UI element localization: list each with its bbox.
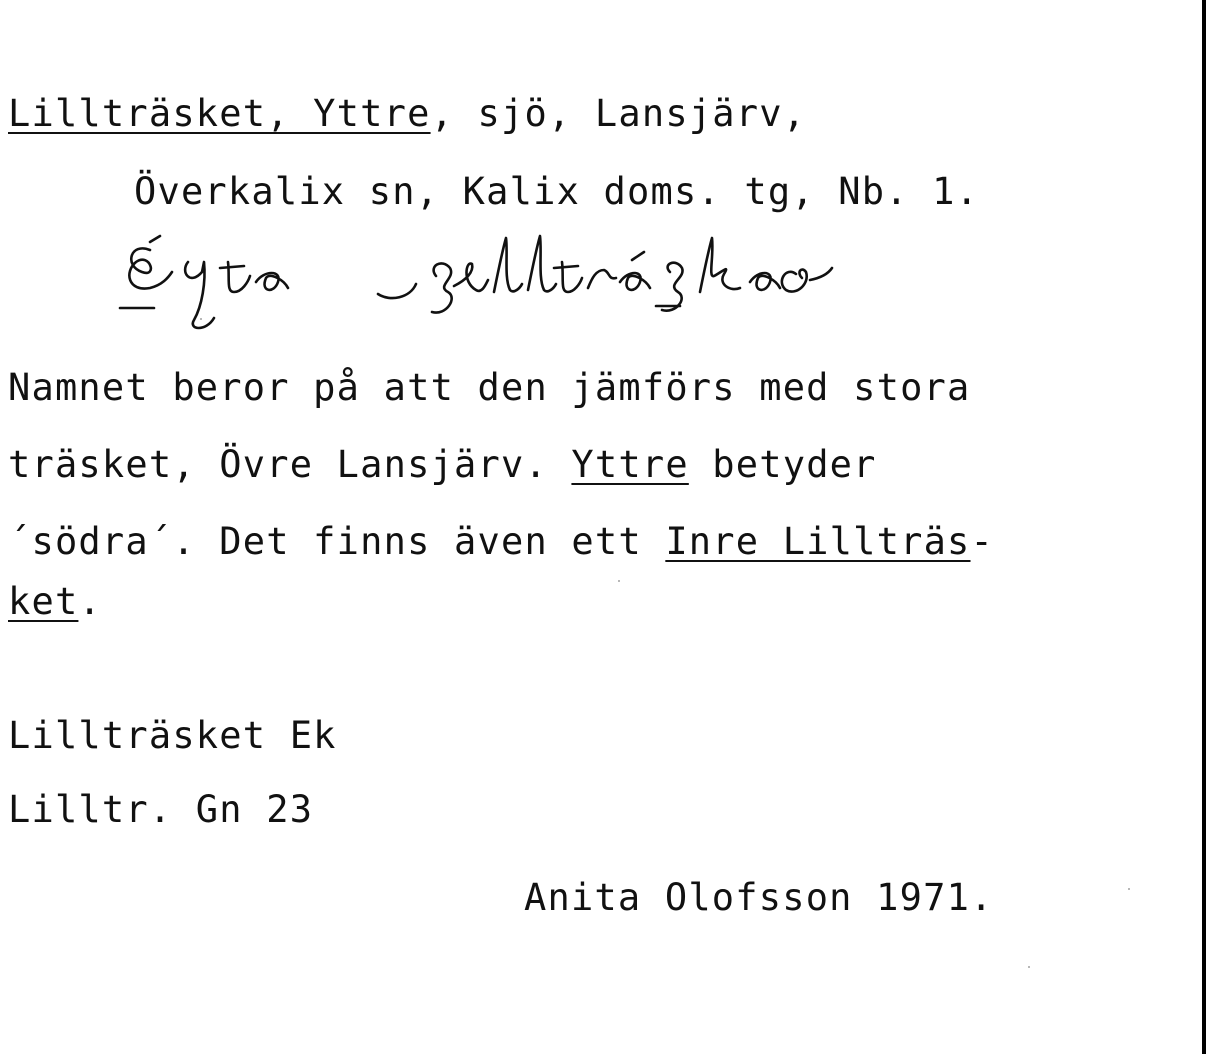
location-line: Överkalix sn, Kalix doms. tg, Nb. 1. (134, 170, 980, 213)
handwritten-pronunciation (110, 222, 970, 352)
description-line-2 (8, 443, 877, 487)
paper-speck (1128, 888, 1130, 890)
card-heading (8, 92, 806, 136)
paper-speck (618, 580, 620, 582)
underlined-term-continuation: ket (8, 580, 79, 623)
description-text: betyder (688, 443, 877, 486)
source-reference-1: Lillträsket Ek (8, 714, 337, 757)
paper-speck (1028, 966, 1030, 968)
source-reference-2: Lilltr. Gn 23 (8, 788, 314, 831)
collector-signature: Anita Olofsson 1971. (524, 876, 994, 919)
hyphen: - (970, 520, 994, 563)
place-name: Lillträsket, Yttre (8, 92, 431, 135)
description-line-3 (8, 520, 994, 564)
description-line-1: Namnet beror på att den jämförs med stora (8, 366, 971, 409)
description-line-4 (8, 580, 102, 624)
paper-speck (200, 318, 202, 320)
place-type: , sjö, Lansjärv, (430, 92, 807, 135)
underlined-term-inre-lilltrasket: Inre Lillträs (665, 520, 971, 563)
card-edge-line (1202, 0, 1206, 1054)
underlined-term-yttre: Yttre (571, 443, 689, 486)
description-text: . (78, 580, 102, 623)
description-text: träsket, Övre Lansjärv. (8, 443, 572, 486)
description-text: ´södra´. Det finns även ett (8, 520, 666, 563)
